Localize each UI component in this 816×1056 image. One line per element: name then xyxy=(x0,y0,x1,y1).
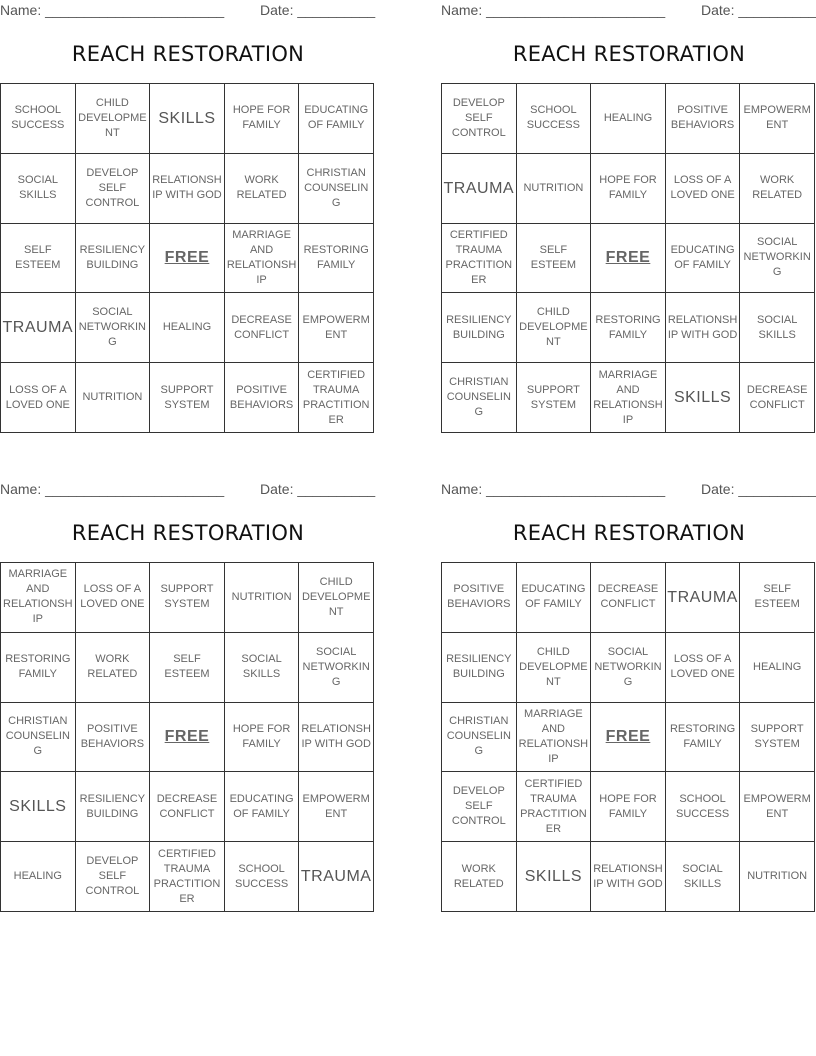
bingo-cell[interactable]: SKILLS xyxy=(666,363,741,433)
bingo-cell[interactable]: POSITIVE BEHAVIORS xyxy=(666,84,741,154)
bingo-cell[interactable]: DECREASE CONFLICT xyxy=(591,563,666,633)
bingo-cell[interactable]: CERTIFIED TRAUMA PRACTITIONER xyxy=(517,772,592,842)
bingo-cell[interactable]: MARRIAGE AND RELATIONSHIP xyxy=(517,703,592,773)
bingo-cell[interactable]: CHRISTIAN COUNSELING xyxy=(442,363,517,433)
bingo-cell[interactable]: CHILD DEVELOPMENT xyxy=(76,84,151,154)
bingo-cell[interactable]: NUTRITION xyxy=(225,563,300,633)
bingo-cell[interactable]: WORK RELATED xyxy=(225,154,300,224)
date-field[interactable]: Date: __________ xyxy=(701,2,816,18)
bingo-cell[interactable]: SELF ESTEEM xyxy=(517,224,592,294)
bingo-cell[interactable]: EMPOWERMENT xyxy=(740,772,815,842)
name-field[interactable]: Name: _______________________ xyxy=(441,2,666,18)
bingo-cell[interactable]: LOSS OF A LOVED ONE xyxy=(1,363,76,433)
bingo-cell[interactable]: SKILLS xyxy=(1,772,76,842)
card-header xyxy=(441,479,816,501)
date-field[interactable]: Date: __________ xyxy=(260,2,376,18)
bingo-cell[interactable]: NUTRITION xyxy=(517,154,592,224)
card-header xyxy=(0,0,376,22)
bingo-cell[interactable]: MARRIAGE AND RELATIONSHIP xyxy=(591,363,666,433)
bingo-cell[interactable]: DEVELOP SELF CONTROL xyxy=(76,842,151,912)
bingo-cell[interactable]: CERTIFIED TRAUMA PRACTITIONER xyxy=(150,842,225,912)
bingo-cell[interactable]: MARRIAGE AND RELATIONSHIP xyxy=(225,224,300,294)
bingo-cell[interactable]: CERTIFIED TRAUMA PRACTITIONER xyxy=(442,224,517,294)
bingo-cell[interactable]: SOCIAL SKILLS xyxy=(1,154,76,224)
date-field[interactable]: Date: __________ xyxy=(701,481,816,497)
free-space[interactable]: FREE xyxy=(591,224,666,294)
bingo-cell[interactable]: DEVELOP SELF CONTROL xyxy=(442,772,517,842)
card-title: REACH RESTORATION xyxy=(71,521,305,545)
bingo-card-1 xyxy=(0,0,376,440)
bingo-cell[interactable]: TRAUMA xyxy=(1,293,76,363)
bingo-cell[interactable]: SOCIAL NETWORKING xyxy=(76,293,151,363)
name-field[interactable]: Name: _______________________ xyxy=(0,2,225,18)
bingo-grid xyxy=(0,83,374,433)
bingo-cell[interactable]: EMPOWERMENT xyxy=(740,84,815,154)
bingo-cell[interactable]: RESTORING FAMILY xyxy=(666,703,741,773)
bingo-cell[interactable]: SELF ESTEEM xyxy=(1,224,76,294)
bingo-cell[interactable]: EDUCATING OF FAMILY xyxy=(299,84,374,154)
bingo-cell[interactable]: NUTRITION xyxy=(76,363,151,433)
card-header xyxy=(0,479,376,501)
bingo-cell[interactable]: SOCIAL SKILLS xyxy=(666,842,741,912)
name-field[interactable]: Name: _______________________ xyxy=(441,481,666,497)
card-title: REACH RESTORATION xyxy=(512,42,746,66)
bingo-cell[interactable]: CHILD DEVELOPMENT xyxy=(517,633,592,703)
bingo-cell[interactable]: EMPOWERMENT xyxy=(299,293,374,363)
bingo-cell[interactable]: RELATIONSHIP WITH GOD xyxy=(299,703,374,773)
bingo-card-3 xyxy=(0,479,376,919)
bingo-cell[interactable]: HEALING xyxy=(150,293,225,363)
bingo-cell[interactable]: SOCIAL NETWORKING xyxy=(740,224,815,294)
bingo-cell[interactable]: WORK RELATED xyxy=(442,842,517,912)
bingo-cell[interactable]: RELATIONSHIP WITH GOD xyxy=(591,842,666,912)
bingo-cell[interactable]: WORK RELATED xyxy=(740,154,815,224)
bingo-cell[interactable]: NUTRITION xyxy=(740,842,815,912)
bingo-cell[interactable]: SUPPORT SYSTEM xyxy=(150,563,225,633)
bingo-cell[interactable]: CHRISTIAN COUNSELING xyxy=(442,703,517,773)
bingo-cell[interactable]: SUPPORT SYSTEM xyxy=(740,703,815,773)
bingo-cell[interactable]: LOSS OF A LOVED ONE xyxy=(666,154,741,224)
bingo-cell[interactable]: EDUCATING OF FAMILY xyxy=(225,772,300,842)
name-field[interactable]: Name: _______________________ xyxy=(0,481,225,497)
bingo-cell[interactable]: EMPOWERMENT xyxy=(299,772,374,842)
bingo-cell[interactable]: RESILIENCY BUILDING xyxy=(76,772,151,842)
bingo-cell[interactable]: RESTORING FAMILY xyxy=(299,224,374,294)
bingo-cell[interactable]: LOSS OF A LOVED ONE xyxy=(76,563,151,633)
bingo-cell[interactable]: RESTORING FAMILY xyxy=(1,633,76,703)
bingo-cell[interactable]: CHRISTIAN COUNSELING xyxy=(299,154,374,224)
bingo-cell[interactable]: TRAUMA xyxy=(666,563,741,633)
card-title: REACH RESTORATION xyxy=(71,42,305,66)
bingo-cell[interactable]: DEVELOP SELF CONTROL xyxy=(76,154,151,224)
bingo-cell[interactable]: SOCIAL NETWORKING xyxy=(299,633,374,703)
bingo-cell[interactable]: SELF ESTEEM xyxy=(150,633,225,703)
bingo-cell[interactable]: SOCIAL SKILLS xyxy=(740,293,815,363)
bingo-card-4 xyxy=(441,479,816,919)
bingo-cell[interactable]: HOPE FOR FAMILY xyxy=(591,772,666,842)
bingo-cell[interactable]: SKILLS xyxy=(150,84,225,154)
bingo-cell[interactable]: DECREASE CONFLICT xyxy=(740,363,815,433)
bingo-cell[interactable]: SKILLS xyxy=(517,842,592,912)
bingo-cell[interactable]: SOCIAL SKILLS xyxy=(225,633,300,703)
bingo-cell[interactable]: SELF ESTEEM xyxy=(740,563,815,633)
bingo-cell[interactable]: SUPPORT SYSTEM xyxy=(150,363,225,433)
bingo-cell[interactable]: HOPE FOR FAMILY xyxy=(225,703,300,773)
bingo-cell[interactable]: SCHOOL SUCCESS xyxy=(666,772,741,842)
free-space[interactable]: FREE xyxy=(150,224,225,294)
bingo-cell[interactable]: CHRISTIAN COUNSELING xyxy=(1,703,76,773)
free-space[interactable]: FREE xyxy=(150,703,225,773)
bingo-cell[interactable]: POSITIVE BEHAVIORS xyxy=(225,363,300,433)
bingo-grid xyxy=(441,562,815,912)
bingo-cell[interactable]: EDUCATING OF FAMILY xyxy=(517,563,592,633)
bingo-card-2 xyxy=(441,0,816,440)
free-space[interactable]: FREE xyxy=(591,703,666,773)
card-header xyxy=(441,0,816,22)
bingo-cell[interactable]: SUPPORT SYSTEM xyxy=(517,363,592,433)
bingo-cell[interactable]: DECREASE CONFLICT xyxy=(150,772,225,842)
bingo-cell[interactable]: TRAUMA xyxy=(442,154,517,224)
bingo-cell[interactable]: RESILIENCY BUILDING xyxy=(442,633,517,703)
bingo-cell[interactable]: SCHOOL SUCCESS xyxy=(225,842,300,912)
bingo-cell[interactable]: DECREASE CONFLICT xyxy=(225,293,300,363)
card-title: REACH RESTORATION xyxy=(512,521,746,545)
bingo-grid xyxy=(0,562,374,912)
bingo-cell[interactable]: POSITIVE BEHAVIORS xyxy=(76,703,151,773)
bingo-cell[interactable]: SOCIAL NETWORKING xyxy=(591,633,666,703)
bingo-cell[interactable]: SCHOOL SUCCESS xyxy=(517,84,592,154)
bingo-cell[interactable]: HOPE FOR FAMILY xyxy=(591,154,666,224)
bingo-cell[interactable]: EDUCATING OF FAMILY xyxy=(666,224,741,294)
bingo-cell[interactable]: POSITIVE BEHAVIORS xyxy=(442,563,517,633)
bingo-cell[interactable]: RESILIENCY BUILDING xyxy=(442,293,517,363)
bingo-cell[interactable]: LOSS OF A LOVED ONE xyxy=(666,633,741,703)
bingo-cell[interactable]: HEALING xyxy=(1,842,76,912)
bingo-cell[interactable]: CHILD DEVELOPMENT xyxy=(299,563,374,633)
bingo-cell[interactable]: HOPE FOR FAMILY xyxy=(225,84,300,154)
bingo-cell[interactable]: CERTIFIED TRAUMA PRACTITIONER xyxy=(299,363,374,433)
bingo-cell[interactable]: HEALING xyxy=(740,633,815,703)
bingo-cell[interactable]: MARRIAGE AND RELATIONSHIP xyxy=(1,563,76,633)
bingo-cell[interactable]: SCHOOL SUCCESS xyxy=(1,84,76,154)
date-field[interactable]: Date: __________ xyxy=(260,481,376,497)
bingo-cell[interactable]: CHILD DEVELOPMENT xyxy=(517,293,592,363)
bingo-cell[interactable]: RELATIONSHIP WITH GOD xyxy=(150,154,225,224)
bingo-cell[interactable]: HEALING xyxy=(591,84,666,154)
bingo-cell[interactable]: RESTORING FAMILY xyxy=(591,293,666,363)
bingo-cell[interactable]: WORK RELATED xyxy=(76,633,151,703)
bingo-cell[interactable]: TRAUMA xyxy=(299,842,374,912)
bingo-cell[interactable]: DEVELOP SELF CONTROL xyxy=(442,84,517,154)
bingo-cell[interactable]: RELATIONSHIP WITH GOD xyxy=(666,293,741,363)
bingo-cell[interactable]: RESILIENCY BUILDING xyxy=(76,224,151,294)
bingo-grid xyxy=(441,83,815,433)
